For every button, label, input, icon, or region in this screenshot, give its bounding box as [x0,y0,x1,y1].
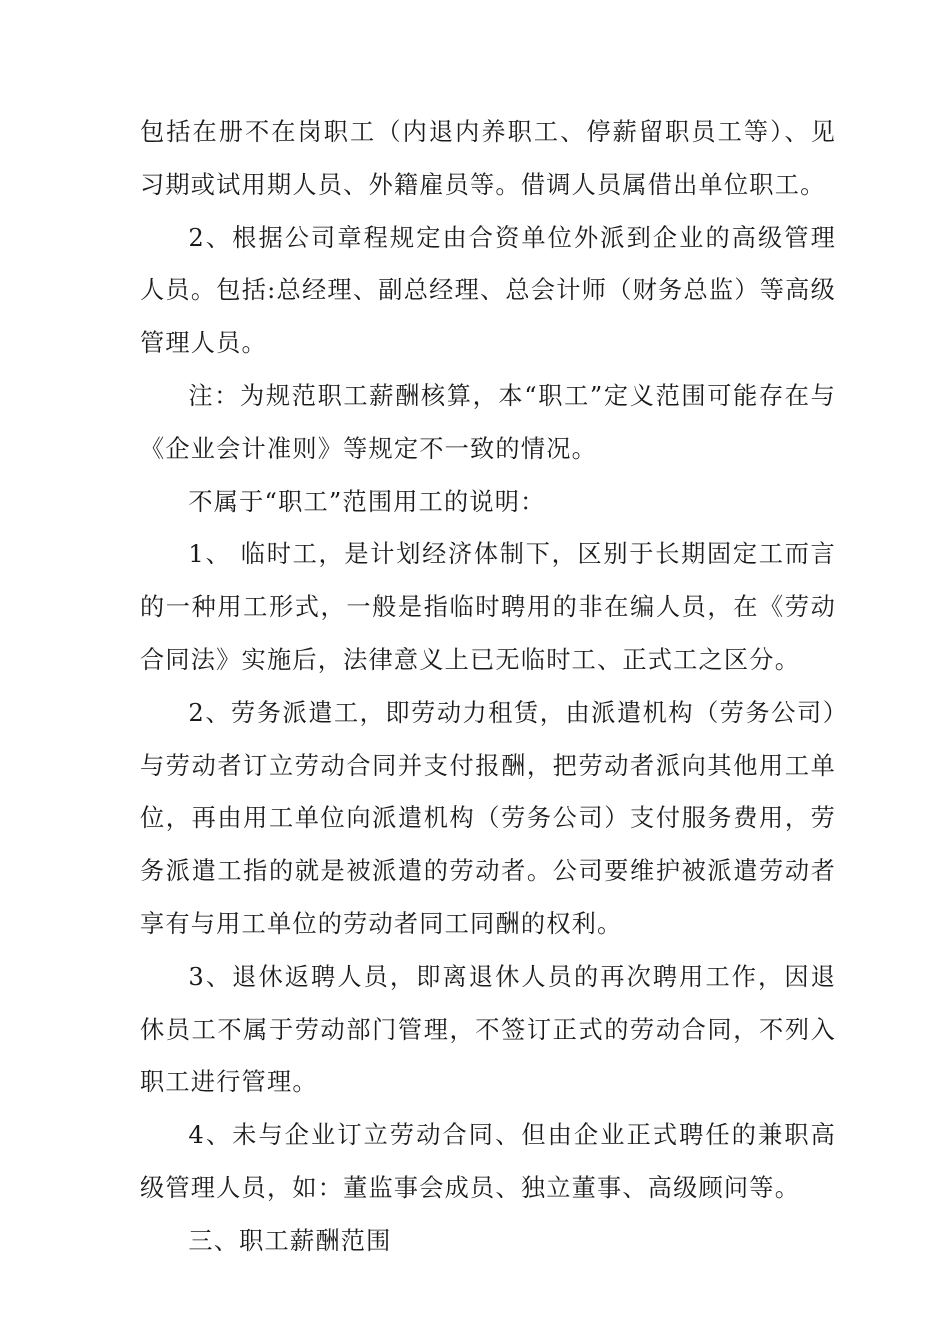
paragraph-note: 注：为规范职工薪酬核算，本“职工”定义范围可能存在与《企业会计准则》等规定不一致的情况。 [140,381,836,463]
paragraph-heading-non-employees: 不属于“职工”范围用工的说明： [188,487,546,516]
document-body [140,106,836,1268]
document-page [140,0,836,1344]
paragraph-item-4-part-time-managers: 4、未与企业订立劳动合同、但由企业正式聘任的兼职高级管理人员，如：董监事会成员、独立董事、高级顾问等。 [140,1121,836,1202]
paragraph-item-1-temporary-workers: 1、 临时工，是计划经济体制下，区别于长期固定工而言的一种用工形式，一般是指临时聘用的非在编人员，在《劳动合同法》实施后，法律意义上已无临时工、正式工之区分。 [140,540,836,674]
paragraph-item-2-dispatched-workers: 2、劳务派遣工，即劳动力租赁，由派遣机构（劳务公司）与劳动者订立劳动合同并支付报酬，把劳动者派向其他用工单位，再由用工单位向派遣机构（劳务公司）支付服务费用，劳务派遣工指的就是被派遣的劳动者。公司要维护被派遣劳动者享有与用工单位的劳动者同工同酬的权利。 [140,698,836,938]
section-heading-compensation-scope: 三、职工薪酬范围 [188,1226,392,1255]
paragraph-item-3-rehired-retirees: 3、退休返聘人员，即离退休人员的再次聘用工作，因退休员工不属于劳动部门管理，不签订正式的劳动合同，不列入职工进行管理。 [140,962,836,1097]
paragraph-continuation: 包括在册不在岗职工（内退内养职工、停薪留职员工等）、见习期或试用期人员、外籍雇员等。借调人员属借出单位职工。 [140,118,836,199]
paragraph-item-2-senior-managers: 2、根据公司章程规定由合资单位外派到企业的高级管理人员。包括:总经理、副总经理、总会计师（财务总监）等高级管理人员。 [140,223,836,358]
